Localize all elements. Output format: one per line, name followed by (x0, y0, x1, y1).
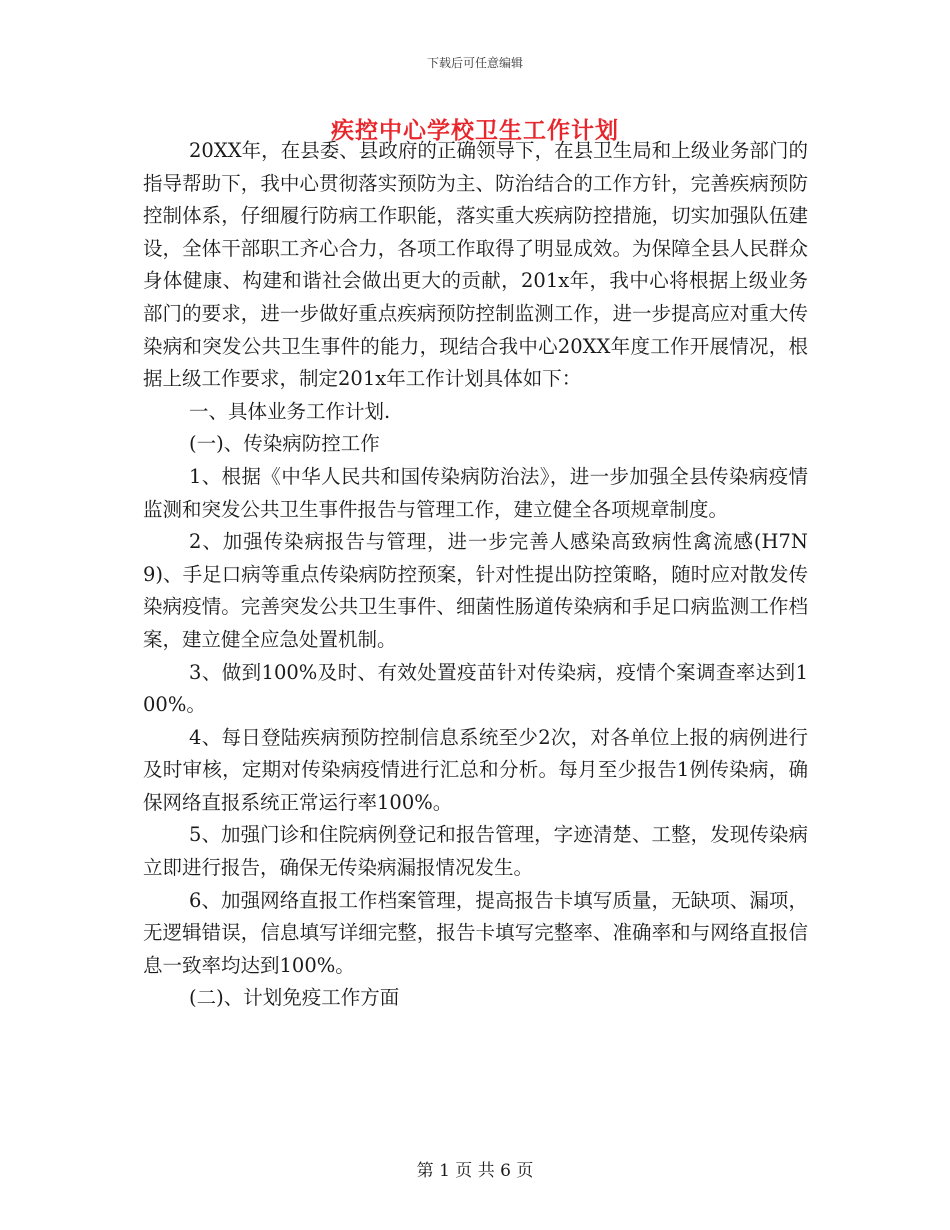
paragraph-item-4: 4、每日登陆疾病预防控制信息系统至少2次，对各单位上报的病例进行及时审核，定期对传染病疫情进行汇总和分析。每月至少报告1例传染病，确保网络直报系统正常运行率100%。 (143, 725, 808, 814)
document-body (143, 135, 808, 1015)
paragraph-item-1: 1、根据《中华人民共和国传染病防治法》，进一步加强全县传染病疫情监测和突发公共卫生事件报告与管理工作，建立健全各项规章制度。 (143, 464, 808, 521)
paragraph-item-5: 5、加强门诊和住院病例登记和报告管理，字迹清楚、工整，发现传染病立即进行报告，确保无传染病漏报情况发生。 (143, 823, 808, 880)
paragraph-item-6: 6、加强网络直报工作档案管理，提高报告卡填写质量，无缺项、漏项，无逻辑错误，信息填写详细完整，报告卡填写完整率、准确率和与网络直报信息一致率均达到100%。 (143, 888, 808, 977)
section-heading-1: 一、具体业务工作计划. (189, 399, 391, 423)
page-number: 第 1 页 共 6 页 (416, 1161, 534, 1181)
paragraph-intro: 20XX年，在县委、县政府的正确领导下，在县卫生局和上级业务部门的指导帮助下，我中心贯彻落实预防为主、防治结合的工作方针，完善疾病预防控制体系，仔细履行防病工作职能，落实重大疾病防控措施，切实加强队伍建设，全体干部职工齐心合力，各项工作取得了明显成效。为保障全县人民群众身体健康、构建和谐社会做出更大的贡献，201x年，我中心将根据上级业务部门的要求，进一步做好重点疾病预防控制监测工作，进一步提高应对重大传染病和突发公共卫生事件的能力，现结合我中心20XX年度工作开展情况，根据上级工作要求，制定201x年工作计划具体如下： (143, 139, 808, 391)
subsection-heading-2: (二)、计划免疫工作方面 (189, 986, 400, 1010)
download-note: 下载后可任意编辑 (426, 56, 523, 70)
subsection-heading-1: (一)、传染病防控工作 (189, 432, 380, 456)
paragraph-item-3: 3、做到100%及时、有效处置疫苗针对传染病，疫情个案调查率达到100%。 (143, 660, 808, 717)
document-title: 疾控中心学校卫生工作计划 (331, 117, 619, 144)
paragraph-item-2: 2、加强传染病报告与管理，进一步完善人感染高致病性禽流感(H7N9)、手足口病等重点传染病防控预案，针对性提出防控策略，随时应对散发传染病疫情。完善突发公共卫生事件、细菌性肠道传染病和手足口病监测工作档案，建立健全应急处置机制。 (143, 530, 808, 651)
